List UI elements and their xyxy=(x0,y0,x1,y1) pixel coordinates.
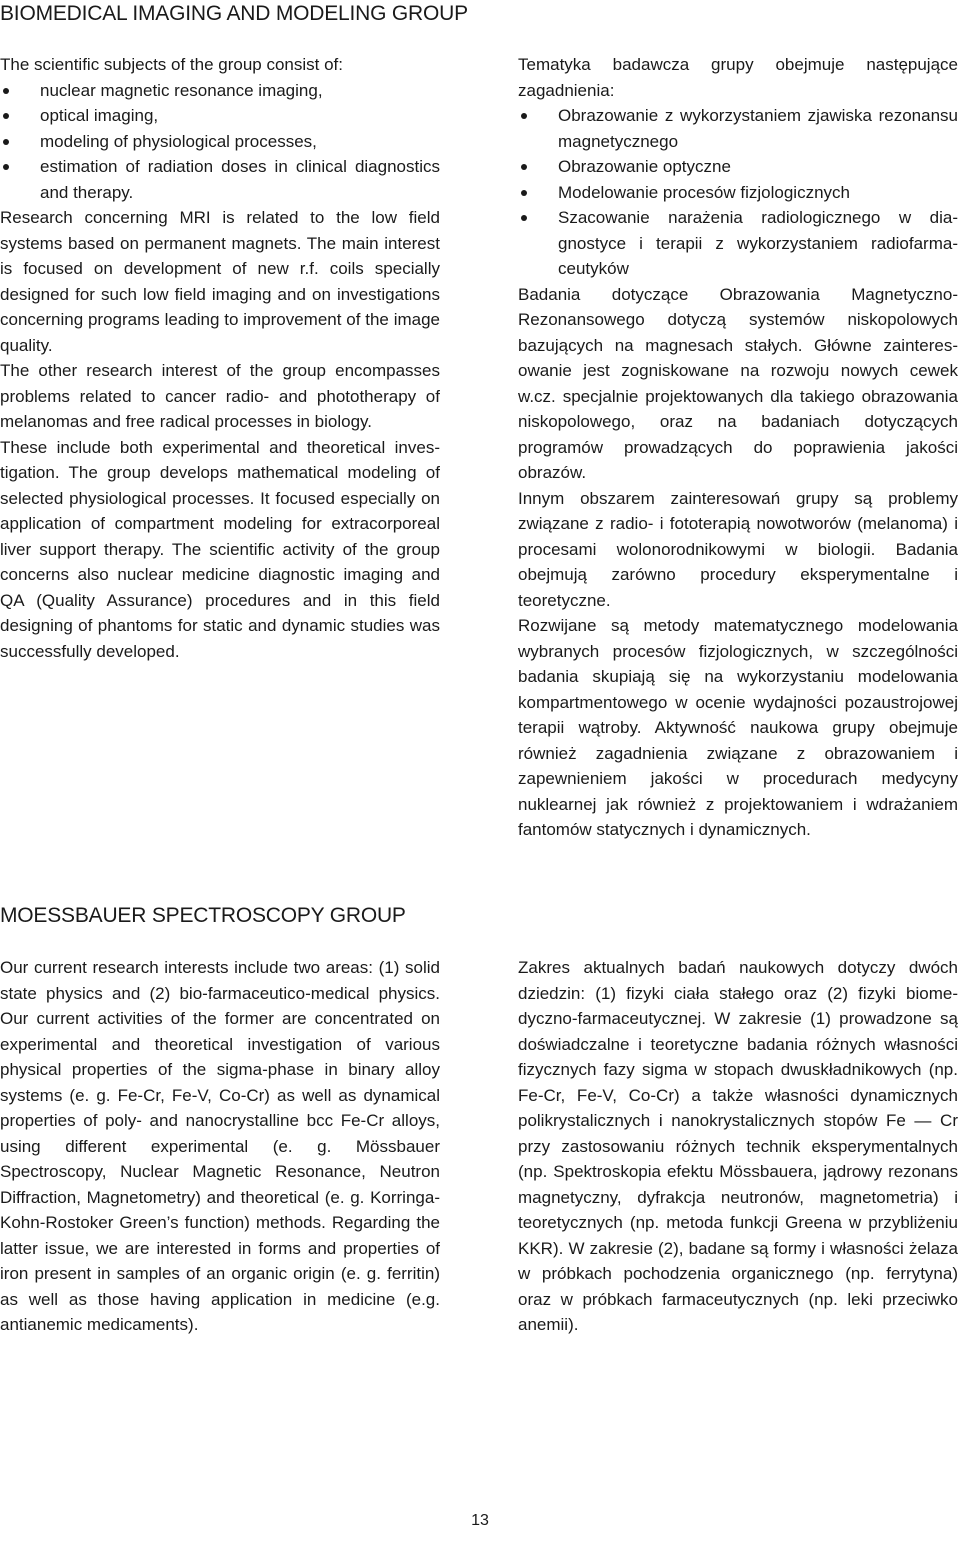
list-item: Obrazowanie optyczne xyxy=(518,154,958,180)
biomedical-pl-bullet-list xyxy=(518,103,958,282)
list-item: Obrazowanie z wykorzystaniem zjawiska rezonansu magnetycznego xyxy=(518,103,958,154)
biomedical-en-paragraph: The other research interest of the group encompasses problems related to cancer radio- and phototherapy of melanomas and free radical processes in biology. xyxy=(0,361,440,431)
biomedical-en-bullet-list xyxy=(0,78,440,206)
list-item: optical imaging, xyxy=(0,103,440,129)
biomedical-pl-paragraph: Badania dotyczące Obrazowania Magnetyczno-Rezonansowego dotyczą systemów niskopolowych bazujących na magnesach stałych. Główne zainteresowanie jest zogniskowane na rozwoju nowych cewek w.cz. specjalnie projektowanych dla takiego obrazowania niskopolowego, oraz na badaniach dotyczących programów prowadzących do poprawienia jakości obrazów. xyxy=(518,284,958,482)
bullet-icon xyxy=(3,113,9,119)
bullet-icon xyxy=(3,139,9,145)
list-item: nuclear magnetic resonance imaging, xyxy=(0,78,440,104)
biomedical-polish-column xyxy=(518,52,958,843)
section-title-moessbauer: MOESSBAUER SPECTROSCOPY GROUP xyxy=(0,904,406,927)
bullet-icon xyxy=(521,215,527,221)
list-item: estimation of radiation doses in clinical diagnostics and therapy. xyxy=(0,154,440,205)
biomedical-pl-intro: Tematyka badawcza grupy obejmuje następujące zagadnienia: xyxy=(518,55,958,100)
bullet-icon xyxy=(521,164,527,170)
section-title-biomedical: BIOMEDICAL IMAGING AND MODELING GROUP xyxy=(0,2,468,25)
biomedical-en-paragraph: These include both experimental and theoretical investigation. The group develops mathematical modeling of selected physiological processes. It focused especially on application of compartment modeling for extracorporeal liver support therapy. The scientific activity of the group concerns also nuclear medicine diagnostic imaging and QA (Quality Assurance) procedures and in this field designing of phantoms for static and dynamic studies was successfully developed. xyxy=(0,437,440,661)
moessbauer-pl-paragraph: Zakres aktualnych badań naukowych dotyczy dwóch dziedzin: (1) fizyki ciała stałego oraz (2) fizyki biomedyczno-farmaceutycznej. W zakresie (1) prowadzone są doświadczalne i teoretyczne badania różnych własności fizycznych fazy sigma w stopach dwuskładnikowych (np. Fe-Cr, Fe-V, Co-Cr) a także własności dynamicznych polikrystalicznych i nanokrystalicznych stopów Fe — Cr przy zastosowaniu różnych technik eksperymentalnych (np. Spektroskopia efektu Mössbauera, jądrowy rezonans magnetyczny, dyfrakcja neutronów, magnetometria) i teoretycznych (np. metoda funkcji Greena w przybliżeniu KKR). W zakresie (2), badane są formy i własności żelaza w próbkach pochodzenia organicznego (np. ferrytyna) oraz w próbkach farmaceutycznych (np. leki przeciwko anemii). xyxy=(518,958,958,1334)
moessbauer-en-paragraph: Our current research interests include two areas: (1) solid state physics and (2) bio-farmaceutico-medical physics. Our current activities of the former are concentrated on experimental and theoretical investigation of various physical properties of the sigma-phase in binary alloy systems (e. g. Fe-Cr, Fe-V, Co-Cr) as well as dynamical properties of poly- and nanocrystalline bcc Fe-Cr alloys, using different experimental (e. g. Mössbauer Spectroscopy, Nuclear Magnetic Resonance, Neutron Diffraction, Magnetometry) and theoretical (e. g. Korringa-Kohn-Rostoker Green’s function) methods. Regarding the latter issue, we are interested in forms and properties of iron present in samples of an organic origin (e. g. ferritin) as well as those having application in medicine (e.g. antianemic medicaments). xyxy=(0,958,440,1334)
bullet-icon xyxy=(3,164,9,170)
list-item: Szacowanie narażenia radiologicznego w diagnostyce i terapii z wykorzystaniem radiofarmaceutyków xyxy=(518,205,958,282)
bullet-icon xyxy=(521,113,527,119)
page-number: 13 xyxy=(471,1512,489,1529)
moessbauer-polish-column xyxy=(518,955,958,1338)
list-item: Modelowanie procesów fizjologicznych xyxy=(518,180,958,206)
biomedical-pl-paragraph: Rozwijane są metody matematycznego modelowania wybranych procesów fizjologicznych, w szczególności badania skupiają się na wykorzystaniu modelowania kompartmentowego w ocenie wydajności pozaustrojowej terapii wątroby. Aktywność naukowa grupy obejmuje również zagadnienia związane z obrazowaniem i zapewnieniem jakości w procedurach medycyny nuklearnej jak również z projektowaniem i wdrażaniem fantomów statycznych i dynamicznych. xyxy=(518,616,958,839)
bullet-icon xyxy=(3,88,9,94)
bullet-icon xyxy=(521,190,527,196)
biomedical-pl-paragraph: Innym obszarem zainteresowań grupy są problemy związane z radio- i fototerapią nowotworów (melanoma) i procesami wolonorodnikowymi w biologii. Badania obejmują zarówno procedury eksperymentalne i teoretyczne. xyxy=(518,488,958,610)
biomedical-en-intro: The scientific subjects of the group consist of: xyxy=(0,55,344,74)
list-item: modeling of physiological processes, xyxy=(0,129,440,155)
moessbauer-english-column xyxy=(0,955,440,1338)
biomedical-en-paragraph: Research concerning MRI is related to the low field systems based on permanent magnets. The main interest is focused on development of new r.f. coils specially designed for such low field imaging and on investigations concerning programs leading to improvement of the image quality. xyxy=(0,208,440,355)
biomedical-english-column xyxy=(0,52,440,664)
